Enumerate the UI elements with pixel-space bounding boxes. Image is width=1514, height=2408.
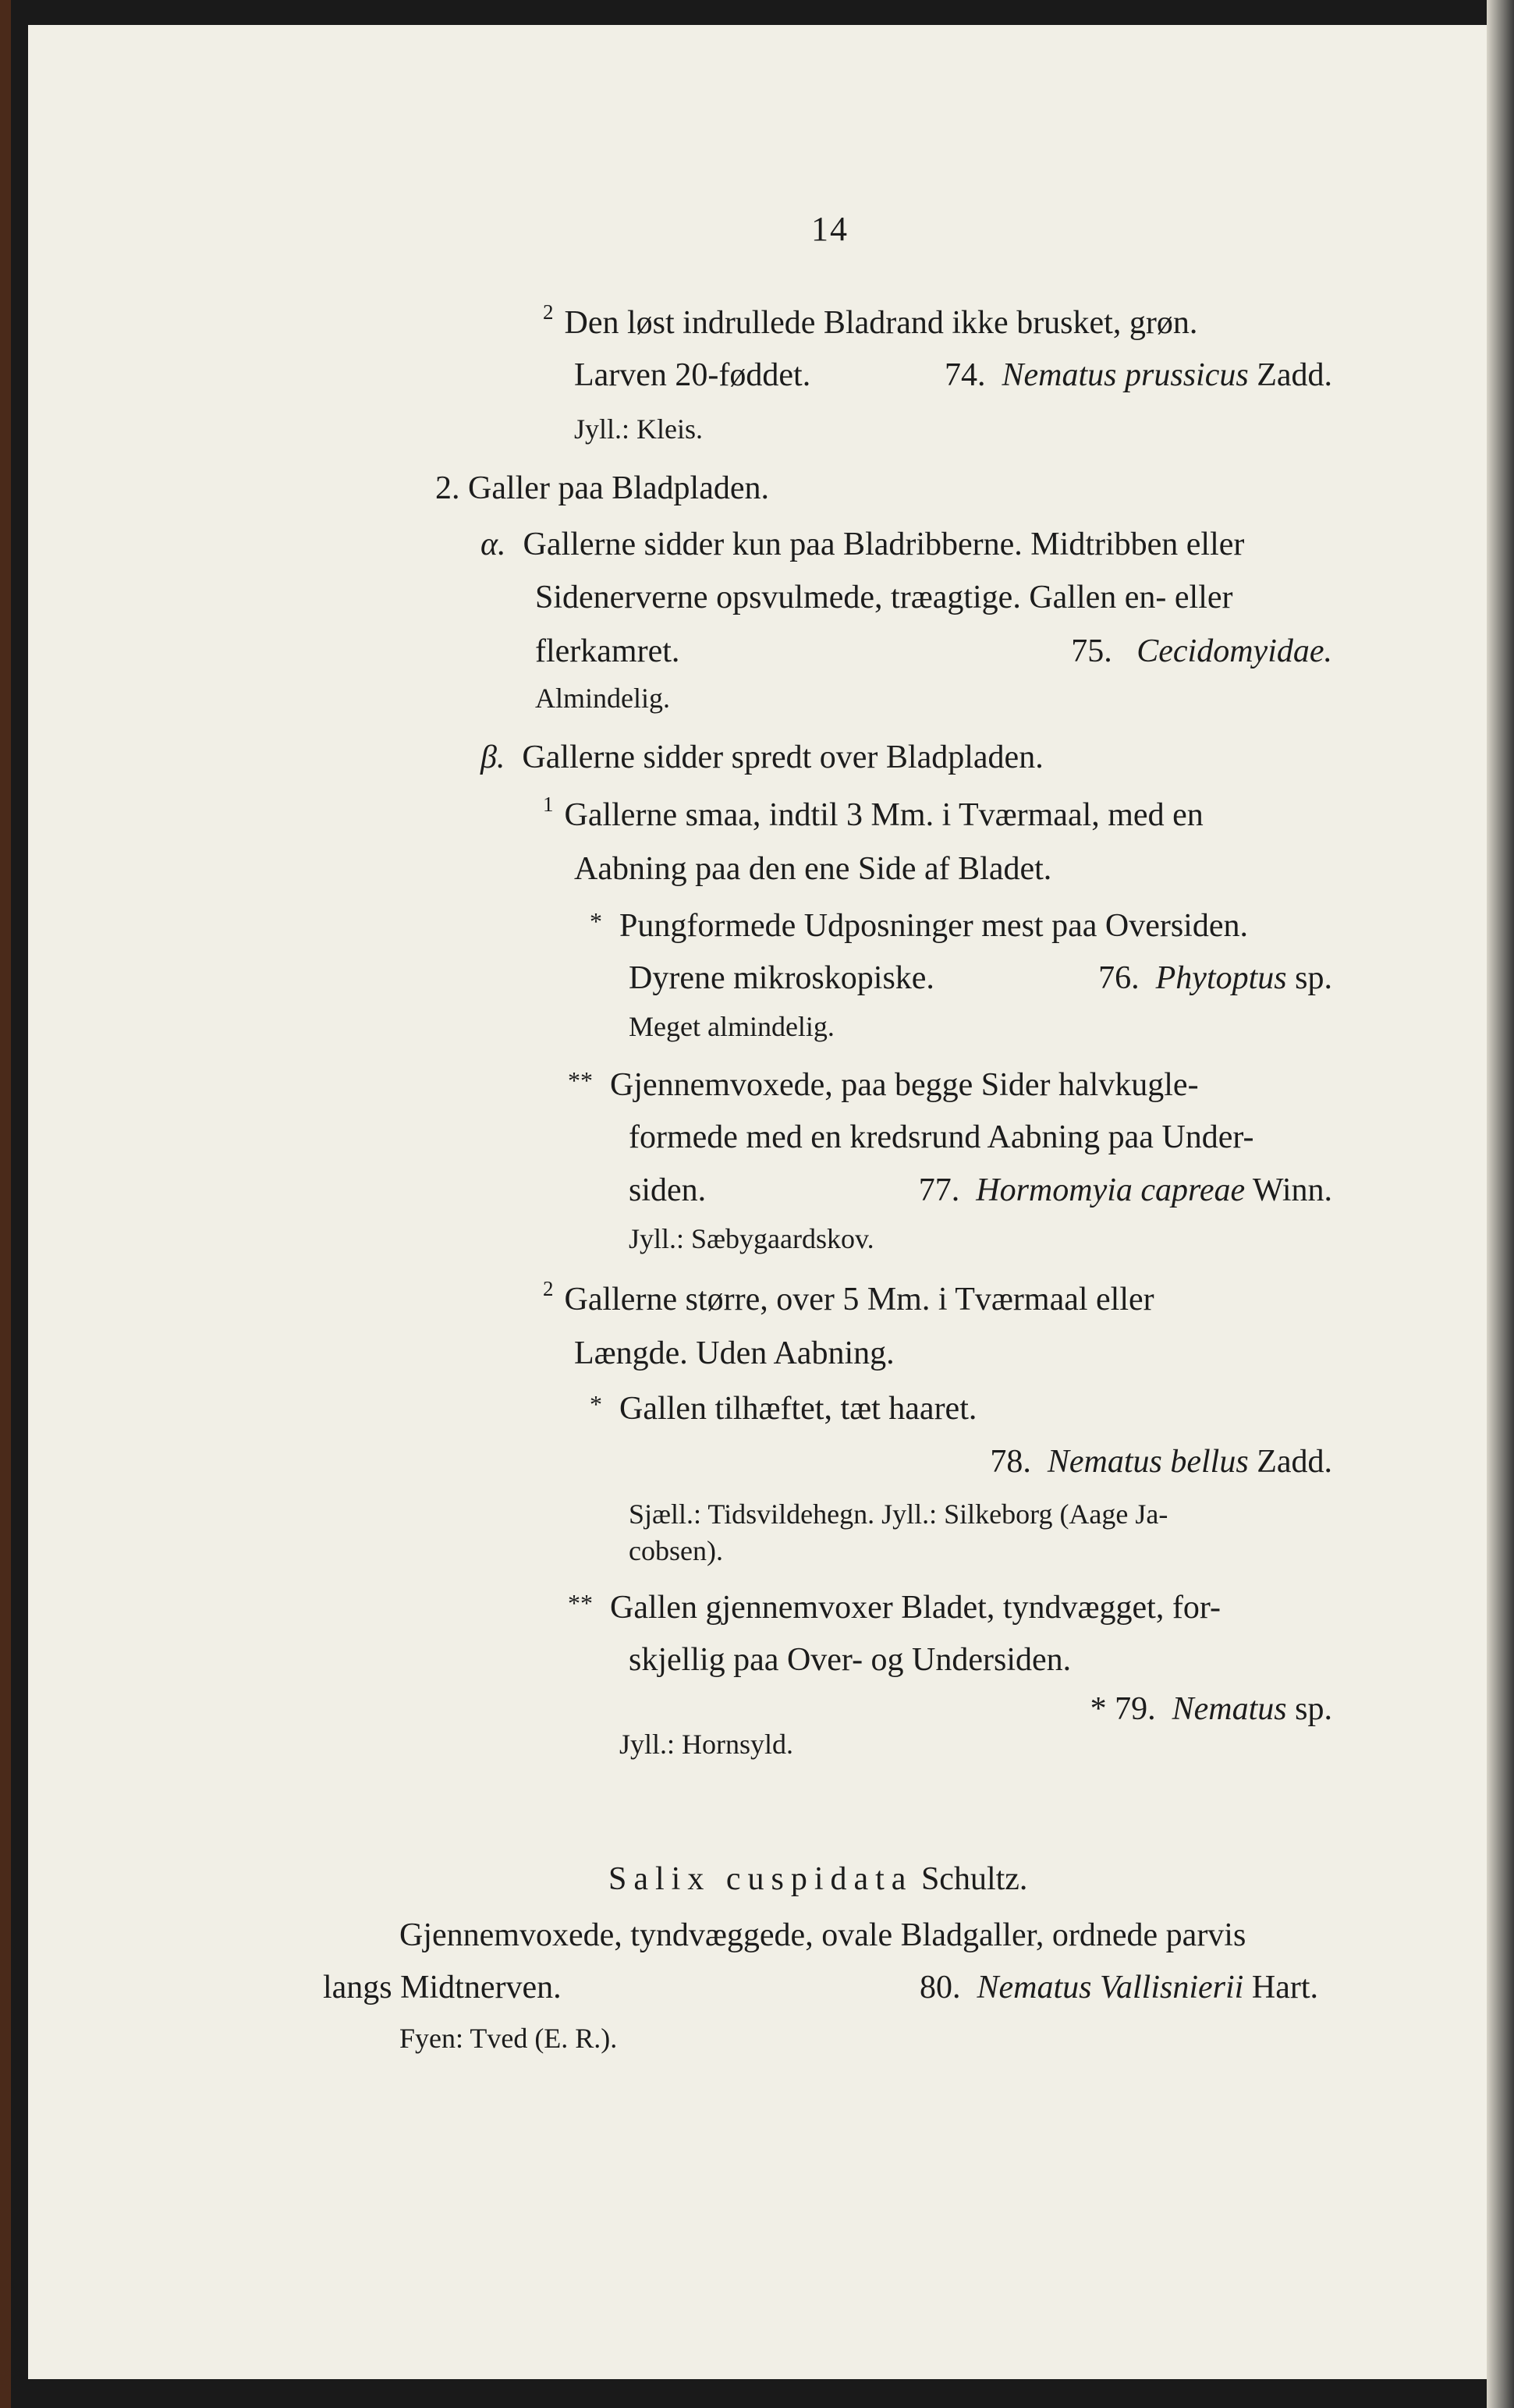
locality: cobsen).: [629, 1535, 723, 1566]
line-14: [629, 1012, 835, 1041]
section-heading: 2. Galler paa Bladpladen.: [435, 470, 769, 506]
text: Gallerne sidder kun paa Bladribberne. Midtribben eller: [523, 527, 1245, 562]
entry-number: * 79.: [1090, 1691, 1156, 1727]
text: Gjennemvoxede, paa begge Sider halvkugle-: [610, 1067, 1199, 1103]
line-28: [619, 1730, 793, 1758]
heading-author: Schultz.: [920, 1861, 1028, 1897]
subsection-mark: β.: [480, 739, 505, 775]
footnote-mark: 1: [543, 793, 554, 816]
author: sp.: [1295, 1691, 1332, 1727]
entry-number: 78.: [990, 1444, 1031, 1480]
book-binding-edge: [0, 0, 11, 2408]
entry-number: 76.: [1098, 960, 1140, 996]
line-27: [1030, 1693, 1332, 1725]
locality: Jyll.: Hornsyld.: [619, 1729, 794, 1760]
line-26: [629, 1644, 1071, 1676]
star-mark: *: [590, 1390, 602, 1418]
species-name: Hormomyia capreae: [976, 1172, 1246, 1208]
line-29: [399, 1919, 1317, 1952]
species-name: Nematus Vallisnierii: [977, 1970, 1244, 2005]
line-18: [629, 1225, 874, 1253]
line-25: [568, 1591, 1332, 1624]
line-6: [535, 581, 1332, 614]
line-22: [933, 1445, 1332, 1478]
locality: Almindelig.: [535, 683, 670, 714]
text: Larven 20-føddet.: [574, 357, 811, 393]
text: Længde. Uden Aabning.: [574, 1335, 895, 1371]
entry-number: 75.: [1071, 633, 1112, 669]
species-name: Cecidomyidae.: [1136, 633, 1332, 669]
line-31: [399, 2024, 617, 2052]
text: flerkamret.: [535, 633, 680, 669]
text: skjellig paa Over- og Undersiden.: [629, 1642, 1072, 1678]
species-name: Nematus bellus: [1047, 1444, 1249, 1480]
text: Sidenerverne opsvulmede, træagtige. Gallen en- eller: [535, 580, 1233, 615]
line-4: [435, 472, 769, 505]
locality: Meget almindelig.: [629, 1011, 835, 1042]
text: Gallerne større, over 5 Mm. i Tværmaal eller: [564, 1282, 1154, 1317]
line-7: [535, 635, 1332, 668]
star-mark: *: [590, 907, 602, 935]
text: formede med en kredsrund Aabning paa Under-: [629, 1119, 1254, 1155]
text: Gallen gjennemvoxer Bladet, tyndvægget, for-: [610, 1590, 1221, 1626]
line-12: [590, 907, 1332, 944]
locality: Jyll.: Kleis.: [574, 413, 704, 445]
author: Zadd.: [1257, 1444, 1332, 1480]
text: Gallerne sidder spredt over Bladpladen.: [522, 739, 1044, 775]
entry-number: 77.: [918, 1172, 960, 1208]
star-mark: **: [568, 1589, 593, 1617]
species-name: Nematus prussicus: [1002, 357, 1249, 393]
text: Gallerne smaa, indtil 3 Mm. i Tværmaal, med en: [564, 797, 1204, 833]
subsection-mark: α.: [480, 527, 506, 562]
species-name: Phytoptus: [1155, 960, 1287, 996]
author: sp.: [1295, 960, 1332, 996]
text: siden.: [629, 1172, 707, 1208]
line-13: [629, 962, 1332, 995]
line-17: [629, 1174, 1332, 1207]
text: Gjennemvoxede, tyndvæggede, ovale Bladgaller, ordnede parvis: [399, 1917, 1246, 1953]
line-9: [480, 741, 1044, 774]
text: langs Midtnerven.: [323, 1970, 562, 2005]
line-20: [574, 1337, 895, 1370]
line-1: [543, 300, 1332, 341]
text: Dyrene mikroskopiske.: [629, 960, 934, 996]
species-heading: [608, 1863, 1027, 1896]
author: Hart.: [1251, 1970, 1318, 2005]
species-name: Nematus: [1172, 1691, 1287, 1727]
line-16: [629, 1121, 1332, 1154]
line-11: [574, 853, 1051, 885]
text: Aabning paa den ene Side af Bladet.: [574, 851, 1052, 887]
line-21: [590, 1392, 977, 1425]
locality: Jyll.: Sæbygaardskov.: [629, 1223, 874, 1254]
entry-number: 74.: [945, 357, 986, 393]
locality: Sjæll.: Tidsvildehegn. Jyll.: Silkeborg (Aage Ja-: [629, 1498, 1168, 1530]
author: Zadd.: [1257, 357, 1332, 393]
text: Den løst indrullede Bladrand ikke brusket, grøn.: [564, 305, 1198, 341]
heading-species: Salix cuspidata: [608, 1861, 913, 1897]
page-number: 14: [811, 210, 849, 248]
locality: Fyen: Tved (E. R.).: [399, 2023, 618, 2054]
line-5: [480, 528, 1332, 561]
page-right-edge: [1487, 0, 1514, 2408]
author: Winn.: [1252, 1172, 1332, 1208]
footnote-mark: 2: [543, 300, 554, 324]
line-23: [629, 1500, 1332, 1528]
text: Gallen tilhæftet, tæt haaret.: [619, 1391, 977, 1427]
text: Pungformede Udposninger mest paa Oversiden.: [619, 908, 1248, 944]
star-mark: **: [568, 1066, 593, 1094]
line-24: [629, 1537, 723, 1565]
line-3: [574, 415, 703, 443]
footnote-mark: 2: [543, 1277, 554, 1300]
entry-number: 80.: [920, 1970, 961, 2005]
line-19: [543, 1277, 1332, 1317]
line-10: [543, 793, 1332, 833]
line-2: [574, 359, 1332, 392]
line-15: [568, 1066, 1332, 1103]
line-8: [535, 684, 670, 712]
line-30: [323, 1971, 1318, 2004]
